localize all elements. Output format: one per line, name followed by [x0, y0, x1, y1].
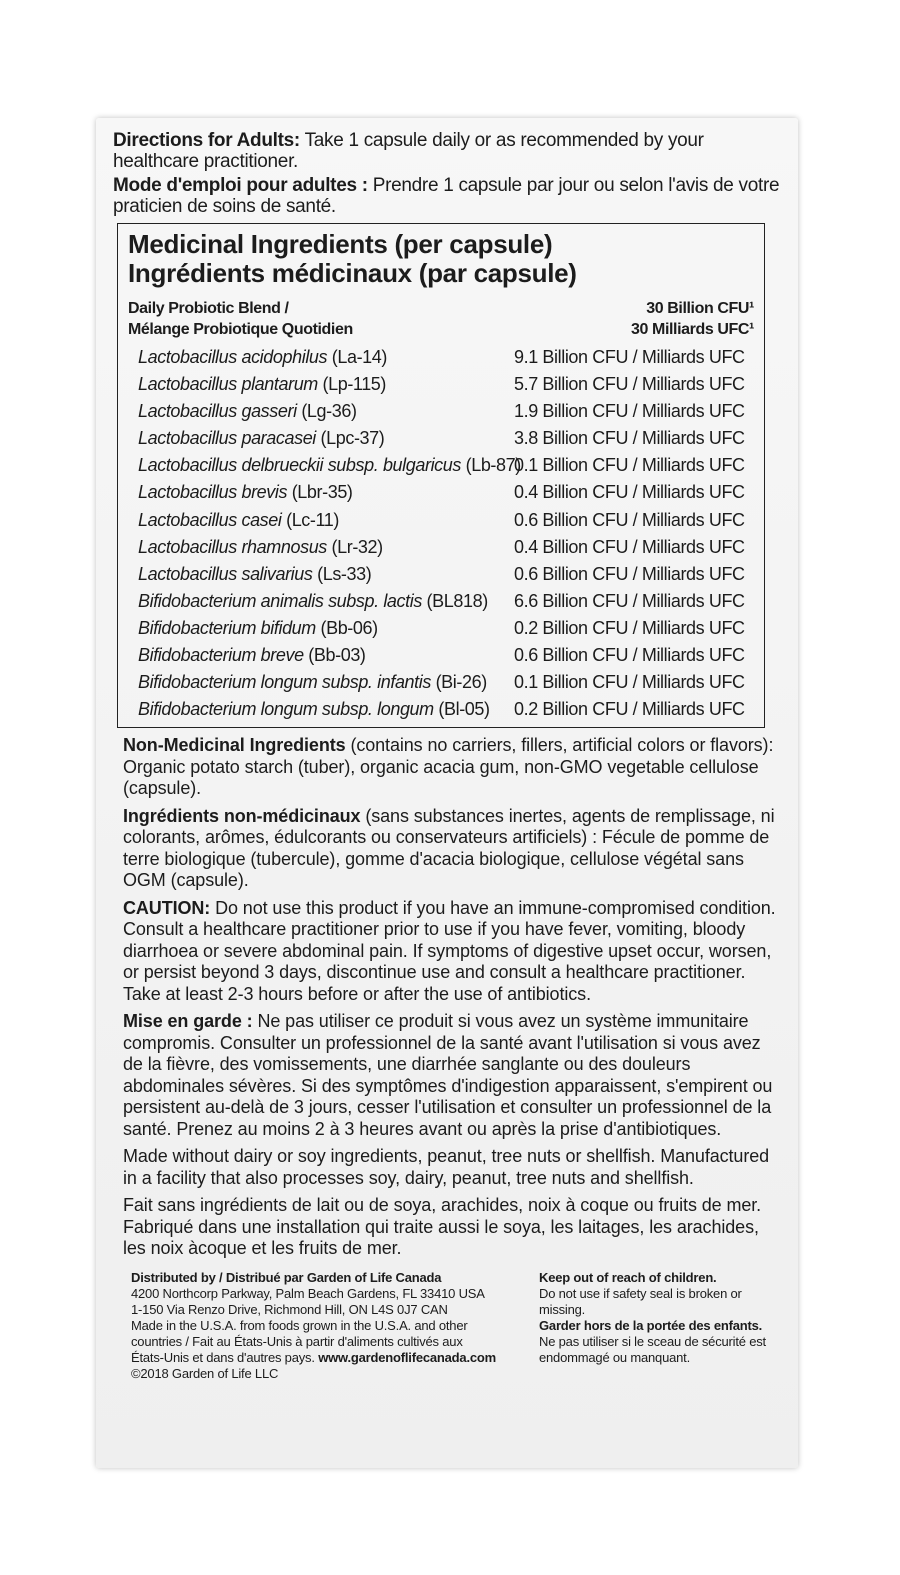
ingredient-name — [138, 591, 488, 612]
ingredient-row — [128, 344, 754, 371]
ingredient-strain: (Bl-05) — [438, 699, 490, 720]
directions-en-label: Directions for Adults: — [113, 130, 300, 151]
ingredient-species: Lactobacillus gasseri — [138, 401, 297, 422]
ingredient-species: Lactobacillus paracasei — [138, 428, 316, 449]
caution-fr-text: Ne pas utiliser ce produit si vous avez un système immunitaire compromis. Consulter un professionnel de la santé avant l'utilisation si vous avez de la fièvre, des vomissements, une diarrhée sanglante ou des douleurs abdominales sévères. Si des symptômes d'indigestion apparaissent, s'empirent ou persistent au-delà de 3 jours, cesser l'utilisation et consulter un professionnel de la santé. Prenez au moins 2 à 3 heures avant ou après la prise d'antibiotiques. — [123, 1011, 773, 1139]
keep-out-fr: Garder hors de la portée des enfants. — [539, 1317, 763, 1333]
ingredient-strain: (Bi-26) — [435, 672, 487, 693]
ingredient-species: Lactobacillus delbrueckii subsp. bulgaricus — [138, 455, 461, 476]
caution-fr-label: Mise en garde : — [123, 1011, 253, 1031]
ingredient-row — [128, 371, 754, 398]
ingredient-amount: 6.6 Billion CFU / Milliards UFC — [514, 590, 745, 611]
ingredient-name — [138, 672, 487, 693]
ingredient-species: Lactobacillus rhamnosus — [138, 536, 327, 557]
directions-fr-text: Prendre 1 capsule par jour ou selon l'avis de votre praticien de soins de santé. — [113, 175, 780, 217]
ingredient-strain: (Lr-32) — [331, 536, 383, 557]
medicinal-title-en: Medicinal Ingredients (per capsule) — [128, 229, 553, 259]
ingredient-strain: (Lp-115) — [322, 374, 387, 395]
ingredient-species: Bifidobacterium bifidum — [138, 617, 316, 638]
ingredient-species: Lactobacillus plantarum — [138, 374, 318, 395]
ingredient-strain: (Ls-33) — [317, 563, 372, 584]
ingredient-row — [128, 561, 754, 588]
ingredient-name — [138, 618, 378, 639]
ingredient-row — [128, 507, 754, 534]
ingredient-amount: 0.6 Billion CFU / Milliards UFC — [514, 645, 745, 666]
ingredient-amount: 0.4 Billion CFU / Milliards UFC — [514, 482, 745, 503]
ingredient-amount: 0.1 Billion CFU / Milliards UFC — [514, 455, 745, 476]
ingredient-name — [138, 564, 371, 585]
allergen-fr: Fait sans ingrédients de lait ou de soya, arachides, noix à coque ou fruits de mer. Fabriqué dans une installation qui traite aussi le soya, les laitages, les arachides, les noix àcoque et les fruits de mer. — [123, 1195, 762, 1258]
ingredient-amount: 0.2 Billion CFU / Milliards UFC — [514, 617, 745, 638]
ingredient-species: Bifidobacterium longum subsp. infantis — [138, 672, 431, 693]
distributed-by: Distributed by / Distribué par Garden of Life Canada — [131, 1269, 442, 1285]
ingredient-strain: (La-14) — [331, 347, 387, 367]
ingredient-row — [128, 398, 754, 425]
non-medicinal-fr-label: Ingrédients non-médicinaux — [123, 805, 361, 826]
blend-amount-en: 30 Billion CFU¹ — [646, 300, 754, 317]
ingredient-strain: (Lb-87) — [465, 455, 521, 476]
ingredient-row — [128, 425, 754, 452]
made-in-line-3: États-Unis et dans d'autres pays. — [131, 1349, 315, 1365]
ingredient-amount: 0.1 Billion CFU / Milliards UFC — [514, 672, 745, 693]
ingredient-list — [128, 344, 754, 723]
keep-out-en: Keep out of reach of children. — [539, 1269, 717, 1285]
blend-amount — [631, 298, 754, 340]
ingredient-name — [138, 401, 357, 422]
ingredient-strain: (BL818) — [426, 590, 488, 611]
ingredient-species: Lactobacillus brevis — [138, 482, 288, 503]
ingredient-amount: 3.8 Billion CFU / Milliards UFC — [514, 428, 745, 449]
blend-name-fr: Mélange Probiotique Quotidien — [128, 321, 353, 338]
ingredient-species: Bifidobacterium breve — [138, 645, 304, 666]
ingredient-amount: 5.7 Billion CFU / Milliards UFC — [514, 374, 745, 395]
directions-en-text: Take 1 capsule daily or as recommended by your healthcare practitioner. — [113, 130, 704, 172]
ingredient-amount: 9.1 Billion CFU / Milliards UFC — [514, 347, 745, 367]
seal-warning-en: Do not use if safety seal is broken or missing. — [539, 1285, 742, 1317]
ingredient-species: Bifidobacterium animalis subsp. lactis — [138, 590, 422, 611]
medicinal-title-fr: Ingrédients médicinaux (par capsule) — [128, 258, 577, 288]
ingredient-strain: (Lpc-37) — [320, 428, 385, 449]
ingredient-row — [128, 452, 754, 479]
caution-en-label: CAUTION: — [123, 897, 211, 918]
ingredient-amount: 0.6 Billion CFU / Milliards UFC — [514, 563, 745, 584]
ingredient-name — [138, 347, 387, 368]
ingredient-amount: 0.2 Billion CFU / Milliards UFC — [514, 699, 745, 720]
ingredient-strain: (Lg-36) — [301, 401, 357, 422]
made-in-line-2: countries / Fait au États-Unis à partir d'aliments cultivés aux — [131, 1333, 463, 1349]
ingredient-row — [128, 479, 754, 506]
address-usa: 4200 Northcorp Parkway, Palm Beach Gardens, FL 33410 USA — [131, 1285, 485, 1301]
ingredient-name — [138, 482, 353, 503]
website-link[interactable]: www.gardenoflifecanada.com — [318, 1349, 496, 1365]
blend-header — [128, 298, 754, 342]
directions-fr-label: Mode d'emploi pour adultes : — [113, 175, 368, 196]
ingredient-name — [138, 537, 383, 558]
ingredient-name — [138, 645, 366, 666]
blend-name — [128, 298, 353, 340]
medicinal-ingredients-box — [117, 223, 765, 728]
ingredient-species: Lactobacillus acidophilus — [138, 347, 328, 367]
directions-fr — [113, 175, 783, 217]
caution-en-text: Do not use this product if you have an immune-compromised condition. Consult a healthcare practitioner prior to use if you have fever, vomiting, bloody diarrhoea or severe abdominal pain. If symptoms of digestive upset occur, worsen, or persist beyond 3 days, discontinue use and consult a healthcare practitioner. Take at least 2-3 hours before or after the use of antibiotics. — [123, 897, 776, 1004]
ingredient-row — [128, 642, 754, 669]
non-medicinal-fr-text: (sans substances inertes, agents de remplissage, ni colorants, arômes, édulcorants ou conservateurs artificiels) : Fécule de pomme de terre biologique (tubercule), gomme d'acacia biologique, cellulose végétal sans OGM (capsule). — [123, 805, 775, 890]
footer — [131, 1270, 783, 1380]
allergen-en: Made without dairy or soy ingredients, peanut, tree nuts or shellfish. Manufactured in a facility that also processes soy, dairy, peanut, tree nuts and shellfish. — [123, 1146, 770, 1188]
blend-amount-fr: 30 Milliards UFC¹ — [630, 321, 754, 338]
ingredient-row — [128, 588, 754, 615]
ingredient-strain: (Bb-03) — [308, 645, 366, 666]
blend-name-en: Daily Probiotic Blend / — [128, 300, 289, 317]
seal-warning-fr: Ne pas utiliser si le sceau de sécurité est endommagé ou manquant. — [539, 1333, 766, 1365]
ingredient-name — [138, 699, 490, 720]
distributor-info — [131, 1270, 531, 1382]
made-in-line-1: Made in the U.S.A. from foods grown in the U.S.A. and other — [131, 1317, 468, 1333]
non-medicinal-en-text: (contains no carriers, fillers, artificial colors or flavors): Organic potato starch (tuber), organic acacia gum, non-GMO vegetable cellulose (capsule). — [123, 735, 774, 798]
ingredient-amount: 0.6 Billion CFU / Milliards UFC — [514, 509, 745, 530]
directions-en — [113, 130, 783, 172]
ingredient-strain: (Lc-11) — [286, 509, 339, 530]
ingredient-row — [128, 615, 754, 642]
ingredient-species: Lactobacillus casei — [138, 509, 282, 530]
ingredient-species: Lactobacillus salivarius — [138, 563, 313, 584]
ingredient-strain: (Bb-06) — [320, 617, 378, 638]
label-content — [113, 130, 783, 1380]
ingredient-amount: 1.9 Billion CFU / Milliards UFC — [514, 401, 745, 422]
ingredient-name — [138, 455, 521, 476]
ingredient-name — [138, 510, 339, 531]
copyright: ©2018 Garden of Life LLC — [131, 1365, 279, 1381]
safety-info — [539, 1270, 779, 1366]
ingredient-species: Bifidobacterium longum subsp. longum — [138, 699, 434, 720]
ingredient-row — [128, 696, 754, 723]
ingredient-row — [128, 534, 754, 561]
ingredient-name — [138, 428, 384, 449]
non-medicinal-fr — [123, 806, 783, 892]
caution-en — [123, 898, 783, 1006]
address-canada: 1-150 Via Renzo Drive, Richmond Hill, ON L4S 0J7 CAN — [131, 1301, 448, 1317]
non-medicinal-en — [123, 735, 783, 800]
ingredient-name — [138, 374, 386, 395]
ingredient-row — [128, 669, 754, 696]
non-medicinal-en-label: Non-Medicinal Ingredients — [123, 735, 346, 755]
ingredient-amount: 0.4 Billion CFU / Milliards UFC — [514, 536, 745, 557]
ingredient-strain: (Lbr-35) — [291, 482, 353, 503]
caution-fr — [123, 1011, 783, 1140]
